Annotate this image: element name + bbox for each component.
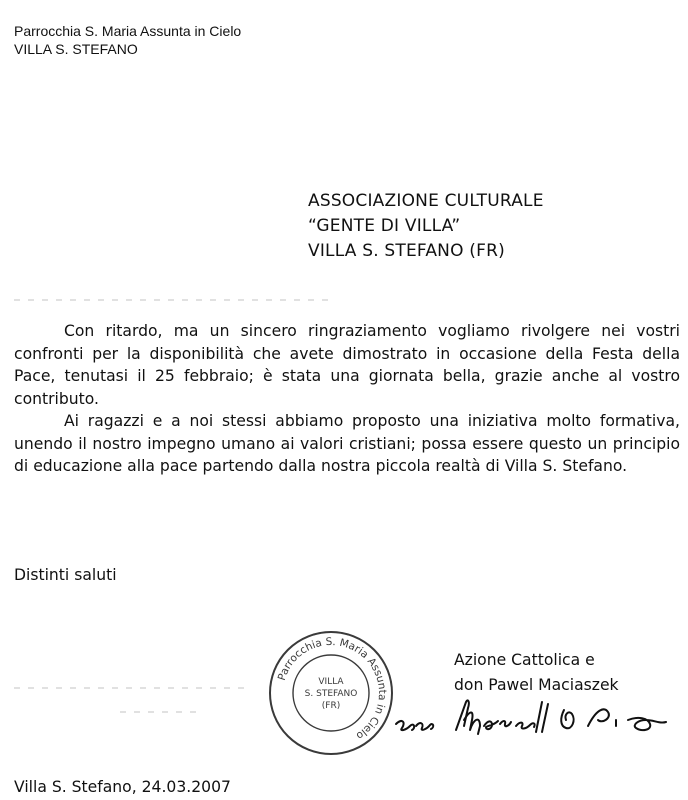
stamp-center-line-1: VILLA xyxy=(318,677,344,687)
letterhead-town: VILLA S. STEFANO xyxy=(14,41,138,57)
recipient-line-3: VILLA S. STEFANO (FR) xyxy=(308,241,505,261)
stamp-ring-text: Parrocchia S. Maria Assunta in Cielo xyxy=(275,635,389,742)
signature-lettering: don Maciaszek xyxy=(392,690,399,691)
letter-body xyxy=(14,320,680,478)
date-line: Villa S. Stefano, 24.03.2007 xyxy=(14,778,231,796)
parish-stamp xyxy=(266,628,396,758)
body-paragraph-1: Con ritardo, ma un sincero ringraziamento vogliamo rivolgere nei vostri confronti per la disponibilità che avete dimostrato in occasione della Festa della Pace, tenutasi il 25 febbraio; è stata una giornata bella, grazie anche al vostro contributo. xyxy=(14,322,680,408)
recipient-line-1: ASSOCIAZIONE CULTURALE xyxy=(308,191,544,211)
letterhead xyxy=(14,22,241,58)
recipient-line-2: “GENTE DI VILLA” xyxy=(308,216,461,236)
stamp-center-line-2: S. STEFANO xyxy=(304,689,358,699)
letterhead-parish-name: Parrocchia S. Maria Assunta in Cielo xyxy=(14,23,242,39)
recipient-address xyxy=(308,189,544,264)
signer-line-1: Azione Cattolica e xyxy=(454,651,595,669)
stamp-center-line-3: (FR) xyxy=(321,701,341,711)
closing-salutation: Distinti saluti xyxy=(14,566,117,584)
signer-line-2: don Pawel Maciaszek xyxy=(454,676,619,694)
body-paragraph-2: Ai ragazzi e a noi stessi abbiamo proposto una iniziativa molto formativa, unendo il nostro impegno umano ai valori cristiani; possa essere questo un principio di educazione alla pace partendo dalla nostra piccola realtà di Villa S. Stefano. xyxy=(14,412,680,475)
handwritten-signature xyxy=(392,690,672,740)
